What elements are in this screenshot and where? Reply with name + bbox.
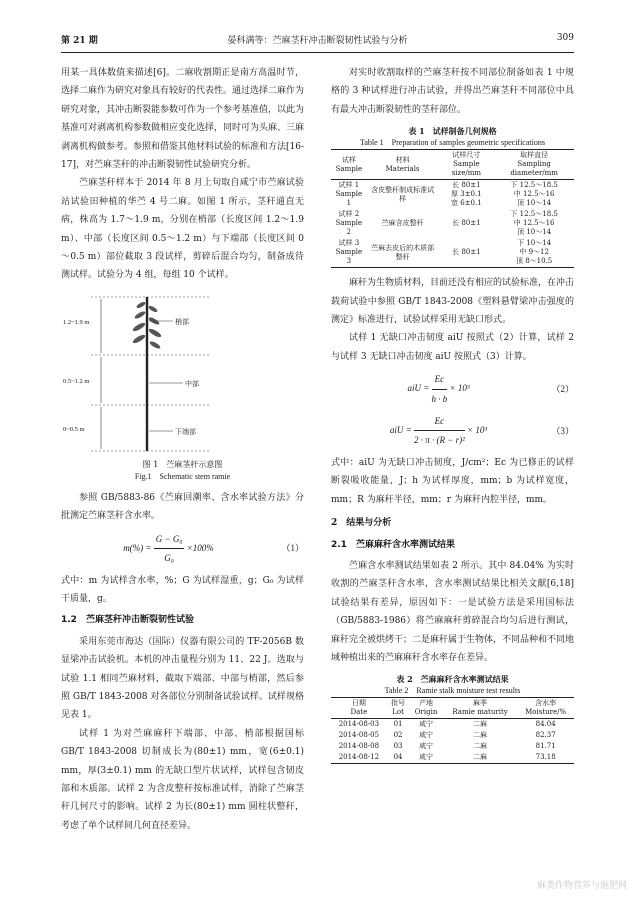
table-row xyxy=(331,741,574,752)
equation-lhs: aiU = xyxy=(407,383,430,394)
equation-3 xyxy=(331,412,574,450)
paragraph: 苎麻茎秆样本于 2014 年 8 月上旬取自咸宁市苎麻试验站试验田种植的华苎 4 号二麻。如图 1 所示，茎秆通直无病，株高为 1.7～1.9 m，分别在梢部（长度区间 1.2～1.9 m）、中部（长度区间 0.5～1.2 m）与下端部（长度区间 0～0.5 m）部位截取 3 段试样，剪碎后混合均匀，制备成待测试样。试验分为 4 组，每组 10 个试样。 xyxy=(61,178,304,281)
issue-number: 第 21 期 xyxy=(61,36,98,46)
table-cell: 03 xyxy=(393,742,403,751)
table-cell: 02 xyxy=(393,731,403,740)
table-header: 日期 Date xyxy=(331,698,387,719)
table-row xyxy=(331,209,574,238)
paragraph: 用某一具体数值来描述[6]。二麻收割期正是南方高温时节，选择二麻作为研究对象具有较好的代表性。通过选择二麻作为研究对象，其冲击断裂能参数可作为一个参考基准值，以此为基准可对剥离机构参数做相应变化选择，同时可为头麻、三麻剥离机构做参考。参照和借鉴其他材料试验的标准和方法[16-17]，对苎麻茎秆的冲击断裂韧性试验研究分析。 xyxy=(61,68,305,171)
table-cell: 咸宁 xyxy=(409,752,442,764)
range-label-bottom: 0~0.5 m xyxy=(63,425,85,433)
running-header xyxy=(61,33,574,49)
table-cell: 咸宁 xyxy=(419,731,434,740)
paragraph: 参照 GB/5883-86《苎麻回潮率、含水率试验方法》分批测定苎麻茎秆含水率。 xyxy=(61,492,304,522)
table-cell: 2014-08-03 xyxy=(338,720,380,729)
right-column xyxy=(331,64,574,764)
section-heading: 2 结果与分析 xyxy=(331,518,392,529)
table-cell: 咸宁 xyxy=(419,720,434,729)
equation-numerator: Ec xyxy=(432,370,448,389)
equation-1 xyxy=(61,530,304,568)
figure-caption-en: Fig.1 Schematic stem ramie xyxy=(134,471,231,481)
table-cell: 试样 3 Sample 3 xyxy=(331,238,367,268)
equation-lhs: m(%) = xyxy=(123,542,152,553)
range-label-mid: 0.5~1.2 m xyxy=(63,377,90,385)
table-cell: 73.18 xyxy=(517,752,574,764)
paragraph: 麻秆为生物质材料，目前还没有相应的试验标准，在冲击载荷试验中参照 GB/T 1843-2008《塑料悬臂梁冲击强度的测定》标准进行，试验试样采用无缺口形式。 xyxy=(331,278,575,326)
table-cell: 二麻 xyxy=(473,742,488,751)
equation-lhs: aiU = xyxy=(389,425,412,436)
table-header: 试样 Sample xyxy=(331,150,367,180)
stem-diagram xyxy=(61,291,304,459)
table-cell: 2014-08-08 xyxy=(338,742,380,751)
left-column xyxy=(61,64,304,835)
table-header: 材料 Materials xyxy=(367,150,439,180)
table-cell: 试样 1 Sample 1 xyxy=(335,181,363,208)
table-header: 产地 Origin xyxy=(409,698,442,719)
table-cell: 长 80±1 xyxy=(452,219,481,228)
paragraph: 采用东莞市海达（国际）仪器有限公司的 TF-2056B 数显梁冲击试验机。本机的冲击量程分别为 11、22 J。选取与试验 1.1 相同苎麻材料，截取下端部、中部与梢部，然后参照 GB/T 1843-2008 对各部位分别制备试验试样。试样规格见表 1。 xyxy=(61,636,304,721)
equation-number: （3） xyxy=(551,425,574,436)
table-header: 试样尺寸 Sample size/mm xyxy=(438,150,494,180)
table-cell: 下 12.5～18.5 中 12.5～16 顶 10～14 xyxy=(510,181,558,208)
part-label-bottom: 下端部 xyxy=(175,427,196,436)
figure-caption-cn: 图 1 苎麻茎秆示意图 xyxy=(142,459,223,469)
table-row xyxy=(331,180,574,210)
table-cell: 下 12.5～18.5 中 12.5～16 顶 10～14 xyxy=(510,210,558,237)
paragraph: 式中：aiU 为无缺口冲击韧度，J/cm²；Ec 为已修正的试样断裂吸收能量，J；h 为试样厚度，mm；b 为试样宽度，mm；R 为麻秆半径，mm；r 为麻秆内腔半径，mm。 xyxy=(331,457,574,505)
section-heading: 1.2 苎麻茎秆冲击断裂韧性试验 xyxy=(61,615,194,626)
table-cell: 长 80±1 xyxy=(438,238,494,268)
paragraph: 苎麻含水率测试结果如表 2 所示。其中 84.04% 为实时收割的苎麻茎秆含水率，含水率测试结果比相关文献[6,18]试验结果有差异，原因如下：一是试验方法是采用国标法（GB/5883-1986）将苎麻麻秆剪碎混合均匀后进行测试，麻秆完全被烘烤干；二是麻秆属于生物体，不同品种和不同地域种植出来的苎麻麻秆含水率存在差异。 xyxy=(331,560,575,663)
table-cell: 苎麻含皮整秆 xyxy=(381,219,424,228)
table-cell: 苎麻去皮后的木质部整秆 xyxy=(367,238,439,268)
equation-rhs: × 10³ xyxy=(467,425,488,436)
paragraph: 试样 1 为对苎麻麻秆下端部、中部、梢部根据国标 GB/T 1843-2008 切制成长为(80±1) mm，宽(6±0.1) mm，厚(3±0.1) mm 的无缺口型片状试样，试样包含韧皮部和木质部。试样 2 为含皮整秆按标准试样，消除了苎麻茎秆几何尺寸的影响。试样 2 为长(80±1) mm 圆柱状整秆，考虑了单个试样间几何直径差异。 xyxy=(61,728,304,831)
table-row xyxy=(331,752,574,764)
table-cell: 81.71 xyxy=(535,742,556,751)
table-cell: 含皮整秆制成标准试样 xyxy=(371,185,435,203)
part-label-mid: 中部 xyxy=(185,379,199,388)
equation-denominator: 2 · π · (R − r)² xyxy=(414,435,465,446)
page-number: 309 xyxy=(556,33,574,43)
paragraph: 试样 1 无缺口冲击韧度 aiU 按照式（2）计算，试样 2 与试样 3 无缺口冲击韧度 aiU 按照式（3）计算。 xyxy=(331,333,574,362)
equation-2 xyxy=(331,370,574,408)
table-cell: 2014-08-12 xyxy=(331,752,387,764)
equation-number: （2） xyxy=(551,383,574,394)
table-cell: 长 80±1 厚 3±0.1 宽 6±0.1 xyxy=(451,181,482,208)
equation-denominator: h · b xyxy=(431,393,448,404)
part-label-top: 梢部 xyxy=(175,317,189,326)
equation-rhs: ×100% xyxy=(186,542,214,553)
equation-denominator: G₀ xyxy=(164,553,174,564)
equation-rhs: × 10³ xyxy=(449,383,470,394)
table-cell: 试样 2 Sample 2 xyxy=(335,210,363,237)
running-title: 晏科满等：苎麻茎秆冲击断裂韧性试验与分析 xyxy=(227,36,408,46)
table-1 xyxy=(331,149,574,268)
table-cell: 二麻 xyxy=(473,720,488,729)
table-row xyxy=(331,730,574,741)
figure-1 xyxy=(61,291,304,459)
range-label-top: 1.2~1.9 m xyxy=(63,318,90,326)
table-cell: 84.04 xyxy=(535,720,556,729)
table-2-caption-cn: 表 2 苎麻麻秆含水率测试结果 xyxy=(396,674,509,685)
table-row xyxy=(331,719,574,731)
table-cell: 01 xyxy=(393,720,403,729)
table-cell: 82.37 xyxy=(535,731,556,740)
table-header: 取样直径 Sampling diameter/mm xyxy=(494,150,574,180)
table-2 xyxy=(331,697,574,764)
table-2-caption-en: Table 2 Ramie stalk moisture test results xyxy=(384,686,521,696)
equation-numerator: Ec xyxy=(414,412,465,431)
watermark: 麻类作物营养与施肥网 xyxy=(536,881,627,891)
table-header: 批号 Lot xyxy=(387,698,410,719)
paragraph: 式中：m 为试样含水率，%；G 为试样湿重，g；G₀ 为试样干质量，g。 xyxy=(61,575,304,604)
table-cell: 2014-08-05 xyxy=(338,731,380,740)
table-cell: 二麻 xyxy=(443,752,518,764)
subsection-heading: 2.1 苎麻麻秆含水率测试结果 xyxy=(331,539,455,550)
table-1-caption-en: Table 1 Preparation of samples geometric specifications xyxy=(360,138,545,148)
table-header: 含水率 Moisture/% xyxy=(517,698,574,719)
table-cell: 二麻 xyxy=(473,731,488,740)
table-1-caption-cn: 表 1 试样制备几何规格 xyxy=(408,126,497,137)
table-header: 麻季 Ramie maturity xyxy=(443,698,518,719)
equation-number: （1） xyxy=(281,543,304,554)
header-rule xyxy=(61,52,574,53)
table-cell: 04 xyxy=(387,752,410,764)
equation-numerator: G − G₀ xyxy=(154,530,185,549)
table-cell: 下 10～14 中 9～12 顶 8～10.5 xyxy=(494,238,574,268)
table-row xyxy=(331,238,574,268)
table-cell: 咸宁 xyxy=(419,742,434,751)
paragraph: 对实时收割取样的苎麻茎秆按不同部位制备如表 1 中规格的 3 种试样进行冲击试验，并得出苎麻茎秆不同部位中具有最大冲击断裂韧性的茎秆部位。 xyxy=(331,68,574,115)
